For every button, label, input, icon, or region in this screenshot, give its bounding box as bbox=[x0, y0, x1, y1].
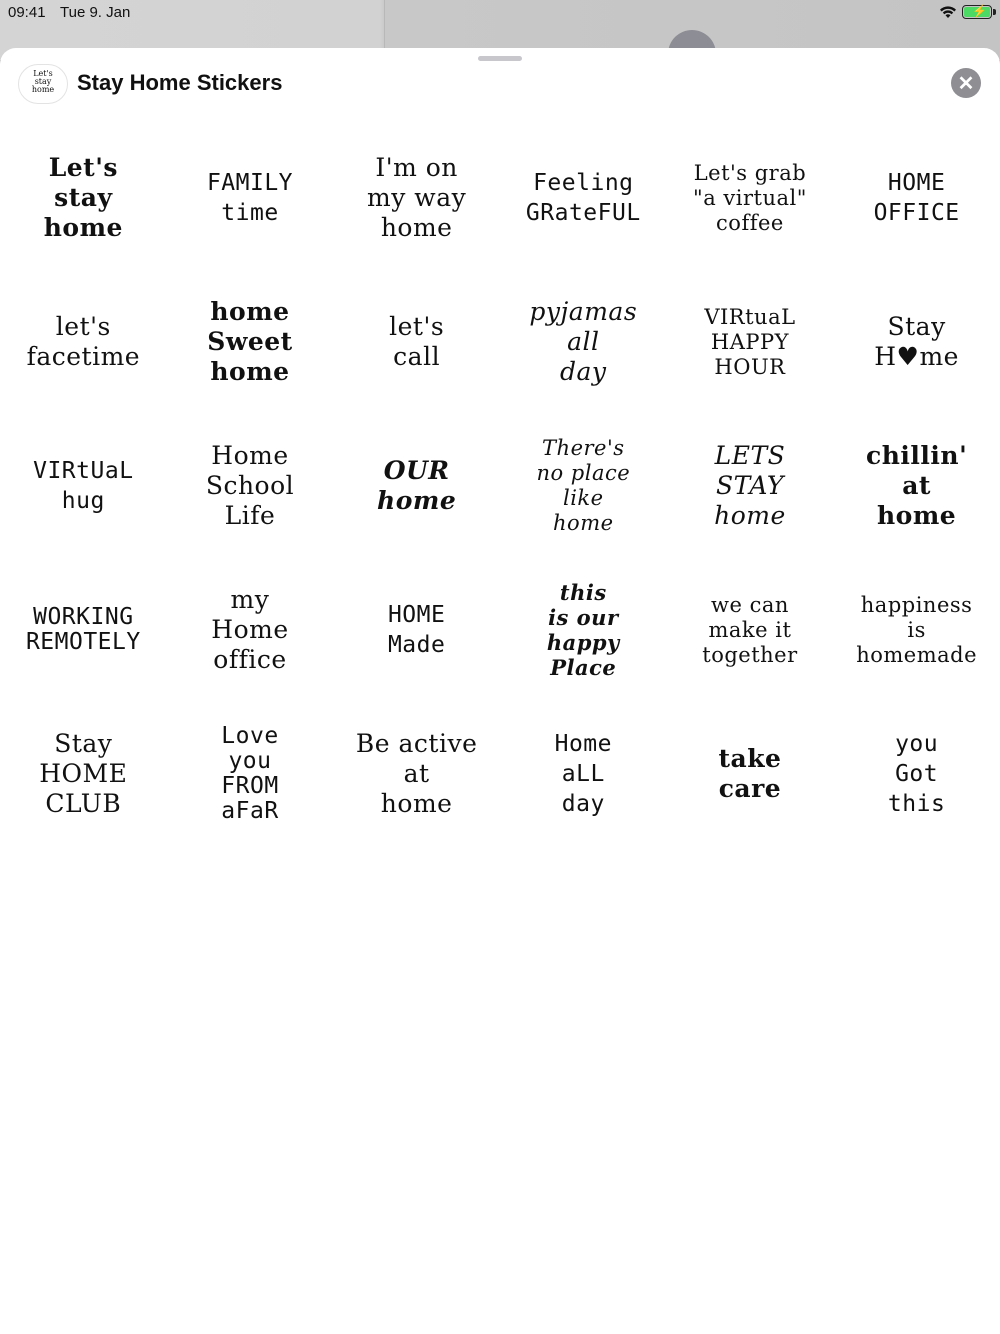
sticker-item[interactable] bbox=[667, 126, 834, 270]
sticker-grid bbox=[0, 126, 1000, 846]
status-time: 09:41 bbox=[8, 4, 46, 21]
sticker-text: HOME Made bbox=[387, 602, 446, 658]
sticker-text: take care bbox=[718, 744, 782, 803]
sheet-grabber-handle[interactable] bbox=[478, 56, 522, 61]
status-date: Tue 9. Jan bbox=[60, 4, 131, 21]
sticker-item[interactable] bbox=[833, 414, 1000, 558]
sticker-item[interactable] bbox=[667, 558, 834, 702]
sticker-sheet bbox=[0, 48, 1000, 1334]
sticker-text: Love you FROM aFaR bbox=[221, 723, 279, 824]
wifi-icon bbox=[938, 4, 958, 20]
sticker-item[interactable] bbox=[500, 126, 667, 270]
battery-nub bbox=[993, 9, 996, 15]
sticker-item[interactable] bbox=[0, 270, 167, 414]
sheet-title: Stay Home Stickers bbox=[77, 70, 283, 95]
sticker-item[interactable] bbox=[833, 270, 1000, 414]
sticker-item[interactable] bbox=[0, 558, 167, 702]
sticker-text: Stay HOME CLUB bbox=[39, 729, 128, 818]
sticker-text: let's facetime bbox=[26, 312, 141, 371]
status-bar bbox=[0, 0, 1000, 24]
sticker-text: you Got this bbox=[887, 731, 946, 817]
sticker-text: chillin' at home bbox=[866, 441, 968, 530]
sticker-text: HOME OFFICE bbox=[873, 170, 960, 226]
sticker-item[interactable] bbox=[167, 270, 334, 414]
sticker-text: OUR home bbox=[377, 456, 457, 515]
sticker-item[interactable] bbox=[0, 702, 167, 846]
sticker-item[interactable] bbox=[667, 414, 834, 558]
charging-icon: ⚡ bbox=[972, 4, 987, 18]
sticker-text: WORKING REMOTELY bbox=[25, 604, 141, 655]
sticker-text: happiness is homemade bbox=[856, 592, 978, 667]
sticker-item[interactable] bbox=[667, 702, 834, 846]
sticker-item[interactable] bbox=[167, 558, 334, 702]
sticker-text: home Sweet home bbox=[207, 297, 293, 386]
sticker-item[interactable] bbox=[500, 558, 667, 702]
sticker-item[interactable] bbox=[333, 702, 500, 846]
sticker-text: let's call bbox=[389, 312, 445, 371]
close-icon: ✕ bbox=[957, 72, 975, 95]
sticker-item[interactable] bbox=[500, 414, 667, 558]
sticker-item[interactable] bbox=[667, 270, 834, 414]
battery-level bbox=[964, 4, 990, 18]
battery-icon bbox=[962, 5, 992, 19]
sticker-text: Be active at home bbox=[355, 729, 478, 818]
sticker-item[interactable] bbox=[333, 270, 500, 414]
sticker-text: Let's stay home bbox=[43, 153, 123, 242]
sticker-text: Let's grab "a virtual" coffee bbox=[693, 160, 807, 235]
sticker-text: Home aLL day bbox=[554, 731, 612, 817]
sticker-text: I'm on my way home bbox=[367, 153, 467, 242]
sticker-item[interactable] bbox=[333, 558, 500, 702]
sticker-item[interactable] bbox=[0, 414, 167, 558]
sticker-text: this is our happy Place bbox=[546, 580, 620, 680]
sticker-text: pyjamas all day bbox=[529, 297, 638, 386]
sticker-text: VIRtuaL HAPPY HOUR bbox=[704, 304, 796, 379]
close-button[interactable] bbox=[951, 68, 981, 98]
sticker-item[interactable] bbox=[500, 270, 667, 414]
app-icon: Let's stay home bbox=[18, 64, 68, 104]
sticker-item[interactable] bbox=[500, 702, 667, 846]
sticker-item[interactable] bbox=[333, 414, 500, 558]
sticker-text: There's no place like home bbox=[536, 436, 631, 535]
sticker-text: FAMILY time bbox=[206, 170, 294, 226]
sticker-item[interactable] bbox=[833, 558, 1000, 702]
sticker-text: Home School Life bbox=[205, 441, 295, 530]
sticker-text: my Home office bbox=[211, 585, 289, 674]
sticker-text: Feeling GRateFUL bbox=[525, 170, 641, 226]
sticker-item[interactable] bbox=[833, 126, 1000, 270]
sticker-item[interactable] bbox=[333, 126, 500, 270]
sticker-item[interactable] bbox=[833, 702, 1000, 846]
sticker-text: Stay H♥me bbox=[874, 312, 959, 371]
sticker-text: VIRtUaL hug bbox=[33, 458, 134, 514]
sticker-item[interactable] bbox=[167, 126, 334, 270]
sticker-item[interactable] bbox=[0, 126, 167, 270]
sticker-text: LETS STAY home bbox=[714, 441, 786, 530]
sticker-text: we can make it together bbox=[702, 592, 798, 667]
sticker-item[interactable] bbox=[167, 414, 334, 558]
sheet-header bbox=[0, 64, 1000, 106]
sticker-item[interactable] bbox=[167, 702, 334, 846]
